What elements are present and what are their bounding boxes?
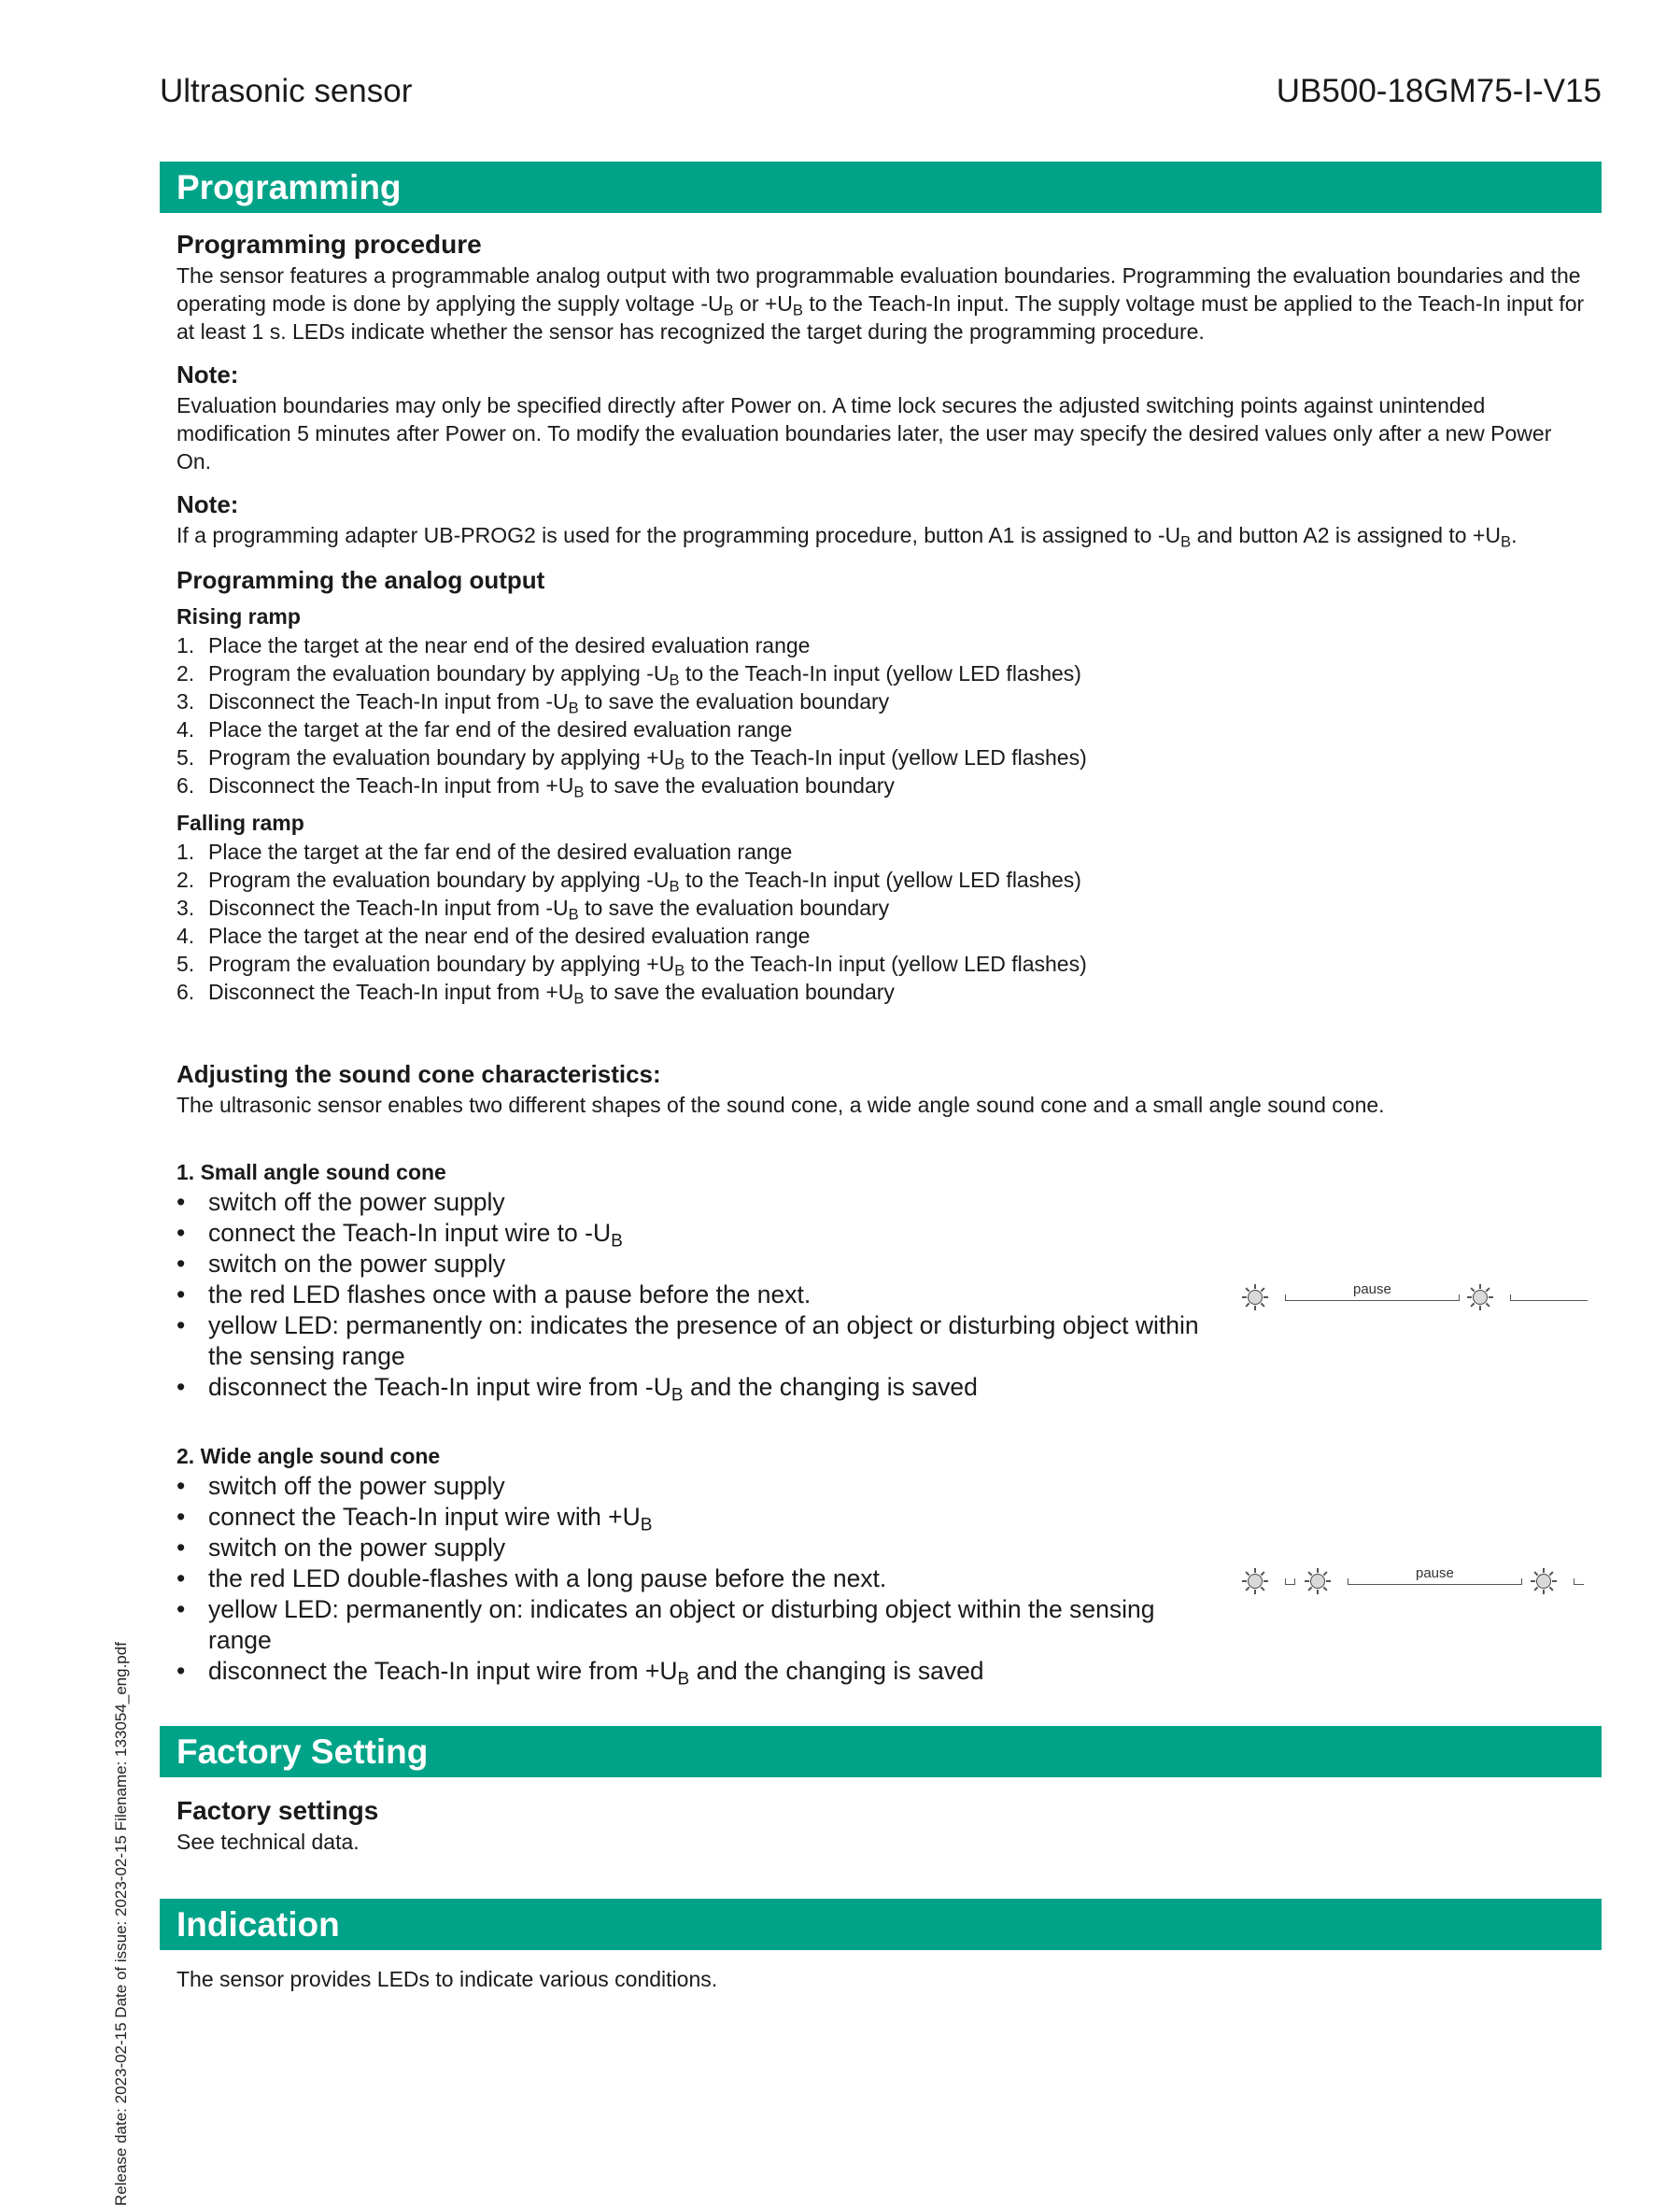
section-band-indication: Indication: [160, 1899, 1602, 1950]
led-ray: [1264, 1580, 1268, 1582]
procedure-text: The sensor features a programmable analog output with two programmable evaluation boundaries. Programming the evaluation boundaries and the operating mode is done by applying the supply voltage $-U_B$ or $+U_B$ to the Teach-In input. The supply voltage must be applied to the Teach-In input for at least 1 s. LEDs indicate whether the sensor has recognized the target during the programming procedure.: [176, 263, 1585, 344]
procedure-title: Programming procedure: [176, 230, 482, 259]
wide-cone-title: 2. Wide angle sound cone: [176, 1444, 441, 1468]
led-ray: [1307, 1571, 1312, 1576]
led-ray: [1264, 1296, 1268, 1298]
led-ray: [1479, 1306, 1481, 1310]
small-cone-steps: [176, 1187, 1213, 1406]
led-ray: [1242, 1296, 1247, 1298]
led-ray: [1533, 1587, 1538, 1591]
list-item: • switch off the power supply: [176, 1187, 1213, 1218]
falling-ramp-steps: [176, 838, 1588, 1006]
programming-section: [160, 230, 1602, 1690]
list-item: • switch on the power supply: [176, 1249, 1213, 1280]
list-item: 6. Disconnect the Teach-In input from $+U_B$ to save the evaluation boundary: [176, 980, 895, 1008]
led-ray: [1261, 1587, 1265, 1591]
led-ray: [1543, 1568, 1545, 1573]
timing-line: [1574, 1578, 1584, 1585]
led-icon: [1241, 1567, 1269, 1595]
led-ray: [1254, 1590, 1256, 1594]
indication-text: The sensor provides LEDs to indicate various conditions.: [176, 1967, 718, 1991]
led-ray: [1479, 1284, 1481, 1289]
list-item: 1. Place the target at the far end of the desired evaluation range: [176, 840, 793, 864]
led-ray: [1242, 1580, 1247, 1582]
list-item: • switch on the power supply: [176, 1533, 1213, 1563]
note-text: Evaluation boundaries may only be specified directly after Power on. A time lock secures the adjusted switching points against unintended modification 5 minutes after Power on. To modify the evaluation boundaries later, the user may specify the desired values only after a new Power On.: [176, 393, 1552, 474]
led-ray: [1467, 1296, 1472, 1298]
sound-cone-text: The ultrasonic sensor enables two different shapes of the sound cone, a wide angle sound cone and a small angle sound cone.: [176, 1093, 1385, 1117]
rising-ramp-steps: [176, 631, 1588, 799]
led-ray: [1486, 1287, 1490, 1292]
list-item: • the red LED double-flashes with a long pause before the next.: [176, 1563, 1213, 1594]
small-cone-block: [176, 1160, 1588, 1406]
factory-section: [160, 1796, 1602, 1856]
analog-output-title: Programming the analog output: [176, 566, 545, 594]
led-ray: [1549, 1571, 1554, 1576]
note-title: Note:: [176, 490, 239, 518]
main-content: [160, 162, 1602, 1993]
led-ray: [1245, 1287, 1249, 1292]
rising-ramp-title: Rising ramp: [176, 604, 301, 629]
sound-cone-title: Adjusting the sound cone characteristics:: [176, 1060, 661, 1088]
led-ray: [1489, 1296, 1493, 1298]
led-ray: [1307, 1587, 1312, 1591]
document-title: Ultrasonic sensor: [160, 73, 413, 109]
led-ray: [1470, 1287, 1475, 1292]
led-icon: [1530, 1567, 1558, 1595]
product-model: UB500-18GM75-I-V15: [1276, 73, 1602, 109]
small-cone-title: 1. Small angle sound cone: [176, 1160, 446, 1184]
led-ray: [1245, 1587, 1249, 1591]
led-ray: [1531, 1580, 1535, 1582]
indication-section: [160, 1965, 1602, 1993]
note-title: Note:: [176, 361, 239, 389]
led-icon: [1466, 1283, 1494, 1311]
pause-label: pause: [1353, 1281, 1391, 1297]
list-item: 6. Disconnect the Teach-In input from $+U_B$ to save the evaluation boundary: [176, 773, 895, 801]
led-ray: [1254, 1306, 1256, 1310]
list-item: 2. Program the evaluation boundary by applying $-U_B$ to the Teach-In input (yellow LED flashes): [176, 661, 1081, 689]
section-band-programming: Programming: [160, 162, 1602, 213]
led-ray: [1317, 1568, 1319, 1573]
pause-label: pause: [1416, 1565, 1454, 1581]
list-item: • disconnect the Teach-In input wire from $+U_B$ and the changing is saved: [176, 1656, 1213, 1687]
led-ray: [1323, 1587, 1328, 1591]
release-info: Release date: 2023-02-15 Date of issue: 2023-02-15 Filename: 133054_eng.pdf: [112, 1642, 130, 2206]
list-item: • yellow LED: permanently on: indicates the presence of an object or disturbing object within the sensing range: [176, 1310, 1213, 1372]
list-item: • disconnect the Teach-In input wire from $-U_B$ and the changing is saved: [176, 1372, 1213, 1403]
led-ray: [1486, 1303, 1490, 1308]
list-item: 5. Program the evaluation boundary by applying $+U_B$ to the Teach-In input (yellow LED flashes): [176, 952, 1087, 980]
led-ray: [1305, 1580, 1309, 1582]
led-ray: [1549, 1587, 1554, 1591]
led-ray: [1261, 1287, 1265, 1292]
led-ray: [1317, 1590, 1319, 1594]
led-ray: [1245, 1571, 1249, 1576]
list-item: • the red LED flashes once with a pause before the next.: [176, 1280, 1213, 1310]
led-ray: [1261, 1571, 1265, 1576]
led-ray: [1533, 1571, 1538, 1576]
wide-cone-block: [176, 1444, 1588, 1690]
list-item: • connect the Teach-In input wire with $+U_B$: [176, 1502, 1213, 1533]
list-item: 4. Place the target at the far end of the desired evaluation range: [176, 717, 793, 742]
factory-text: See technical data.: [176, 1830, 360, 1854]
led-flash-diagram-double: [1241, 1565, 1605, 1603]
led-ray: [1323, 1571, 1328, 1576]
falling-ramp-title: Falling ramp: [176, 811, 304, 835]
list-item: • yellow LED: permanently on: indicates an object or disturbing object within the sensing range: [176, 1594, 1213, 1656]
timing-line: [1285, 1578, 1295, 1585]
wide-cone-steps: [176, 1471, 1213, 1690]
led-ray: [1326, 1580, 1331, 1582]
led-ray: [1261, 1303, 1265, 1308]
led-ray: [1245, 1303, 1249, 1308]
led-ray: [1552, 1580, 1557, 1582]
list-item: • switch off the power supply: [176, 1471, 1213, 1502]
led-flash-diagram-single: [1241, 1281, 1605, 1319]
led-ray: [1254, 1284, 1256, 1289]
section-band-factory: Factory Setting: [160, 1726, 1602, 1777]
list-item: 1. Place the target at the near end of the desired evaluation range: [176, 633, 811, 658]
list-item: • connect the Teach-In input wire to $-U_B$: [176, 1218, 1213, 1249]
led-icon: [1241, 1283, 1269, 1311]
list-item: 4. Place the target at the near end of the desired evaluation range: [176, 924, 811, 948]
led-ray: [1470, 1303, 1475, 1308]
note-text: If a programming adapter UB-PROG2 is used for the programming procedure, button A1 is assigned to $-U_B$ and button A2 is assigned to $+U_B$.: [176, 523, 1518, 551]
list-item: 3. Disconnect the Teach-In input from $-U_B$ to save the evaluation boundary: [176, 689, 890, 717]
list-item: 5. Program the evaluation boundary by applying $+U_B$ to the Teach-In input (yellow LED flashes): [176, 745, 1087, 773]
factory-title: Factory settings: [176, 1796, 379, 1825]
timing-line: [1510, 1294, 1588, 1301]
list-item: 2. Program the evaluation boundary by applying $-U_B$ to the Teach-In input (yellow LED flashes): [176, 868, 1081, 896]
list-item: 3. Disconnect the Teach-In input from $-U_B$ to save the evaluation boundary: [176, 896, 890, 924]
led-ray: [1254, 1568, 1256, 1573]
led-icon: [1304, 1567, 1332, 1595]
led-ray: [1543, 1590, 1545, 1594]
